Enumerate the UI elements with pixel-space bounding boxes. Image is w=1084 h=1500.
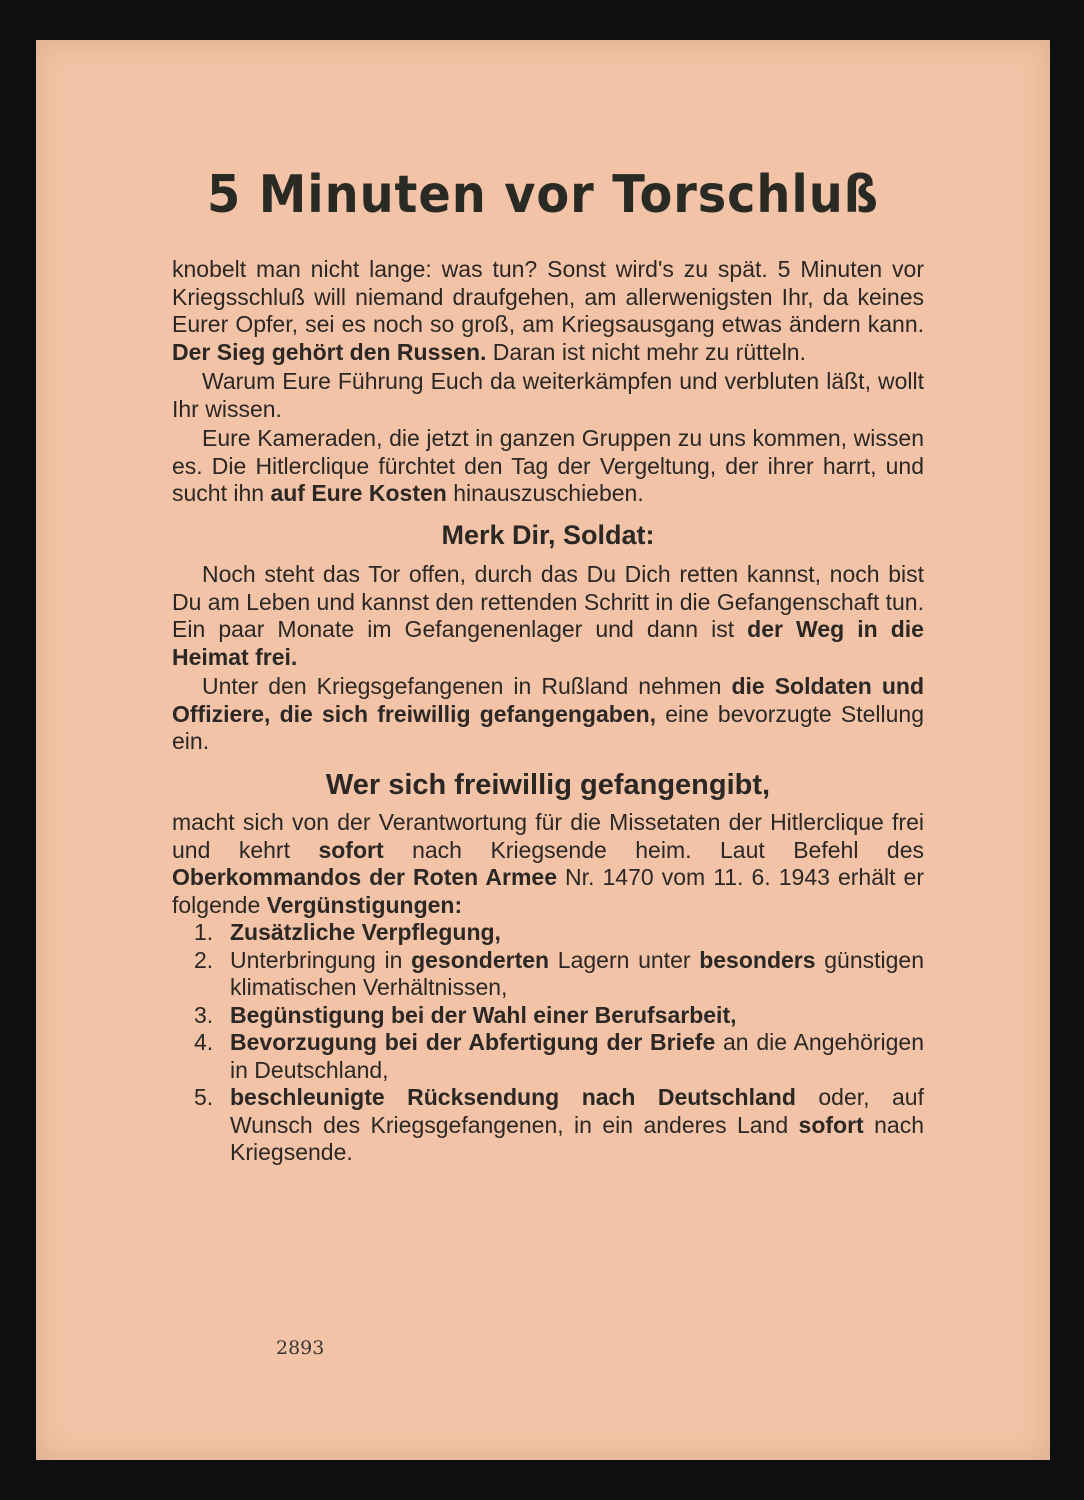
heading-merk-dir: Merk Dir, Soldat: xyxy=(441,519,655,550)
paragraph-order: macht sich von der Verantwortung für die Missetaten der Hitlerclique frei und kehrt sofort nach Kriegsende heim. Laut Befehl des Oberkommandos der Roten Armee Nr. 1470 vom 11. 6. 1943 erhält er folgende Vergünstigungen: xyxy=(172,809,924,918)
benefits-list xyxy=(172,919,924,1167)
serial-number: 2893 xyxy=(276,1337,325,1359)
list-item: 5. beschleunigte Rücksendung nach Deutschland oder, auf Wunsch des Kriegsgefangenen, in ein anderes Land sofort nach Kriegsende. xyxy=(194,1084,924,1165)
paragraph-gate-open: Noch steht das Tor offen, durch das Du Dich retten kannst, noch bist Du am Leben und kannst den rettenden Schritt in die Gefangenschaft tun. Ein paar Monate im Gefangenenlager und dann ist der Weg in die Heimat frei. xyxy=(172,561,924,670)
list-item: 4. Bevorzugung bei der Abfertigung der Briefe an die Angehörigen in Deutschland, xyxy=(194,1029,924,1083)
paragraph-comrades: Eure Kameraden, die jetzt in ganzen Gruppen zu uns kommen, wissen es. Die Hitlerclique fürchtet den Tag der Vergeltung, der ihrer harrt, und sucht ihn auf Eure Kosten hinauszuschieben. xyxy=(172,425,924,506)
paragraph-prisoners: Unter den Kriegsgefangenen in Rußland nehmen die Soldaten und Offiziere, die sich freiwillig gefangengaben, eine bevorzugte Stellung ein. xyxy=(172,673,924,754)
leaflet-page xyxy=(36,40,1050,1460)
leaflet-body xyxy=(172,256,924,1167)
list-item: 3. Begünstigung bei der Wahl einer Berufsarbeit, xyxy=(194,1001,737,1028)
paragraph-question: Warum Eure Führung Euch da weiterkämpfen und verbluten läßt, wollt Ihr wissen. xyxy=(172,368,924,422)
list-item: 1. Zusätzliche Verpflegung, xyxy=(194,919,501,945)
page-title: 5 Minuten vor Torschluß xyxy=(206,165,880,225)
paragraph-intro: knobelt man nicht lange: was tun? Sonst wird's zu spät. 5 Minuten vor Kriegsschluß will niemand draufgehen, am allerwenigsten Ihr, da keines Eurer Opfer, sei es noch so groß, am Kriegsausgang etwas ändern kann. Der Sieg gehört den Russen. Daran ist nicht mehr zu rütteln. xyxy=(172,256,924,365)
list-item: 2. Unterbringung in gesonderten Lagern unter besonders günstigen klimatischen Verhältnissen, xyxy=(194,946,924,1000)
heading-wer-sich: Wer sich freiwillig gefangengibt, xyxy=(325,768,771,801)
